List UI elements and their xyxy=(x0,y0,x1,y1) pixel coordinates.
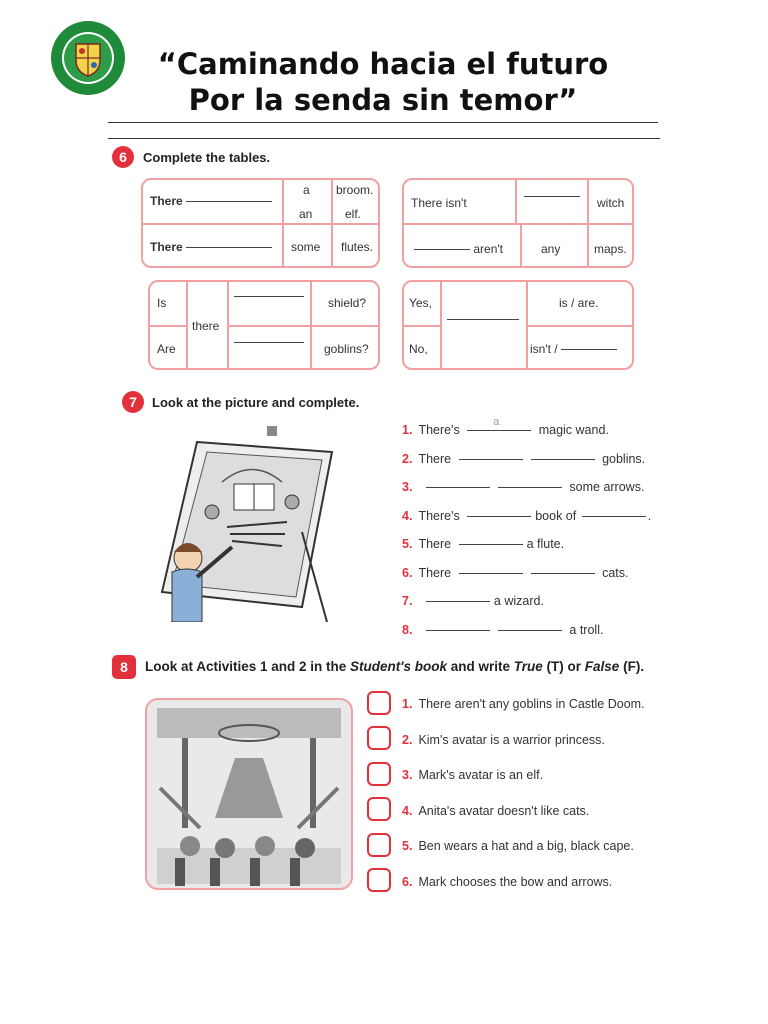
answer-box-6[interactable] xyxy=(367,868,391,892)
castle-hall-picture xyxy=(145,698,353,890)
activity-8-item-5: 5. Ben wears a hat and a big, black cape. xyxy=(402,839,634,853)
cell-blank-4 xyxy=(447,319,519,320)
table-there-isnt xyxy=(402,178,634,268)
activity-7-item-8: 8. a troll. xyxy=(402,623,604,637)
easel-picture xyxy=(152,422,352,622)
activity-7-item-6: 6. There cats. xyxy=(402,566,629,580)
cell-goblins: goblins? xyxy=(324,342,369,356)
cell-maps: maps. xyxy=(594,242,627,256)
cell-yes: Yes, xyxy=(409,296,432,310)
activity-8-item-3: 3. Mark's avatar is an elf. xyxy=(402,768,544,782)
cell-shield: shield? xyxy=(328,296,367,310)
cell-there-1: There xyxy=(150,194,272,208)
cell-there-2: There xyxy=(150,240,272,254)
activity-6-title: Complete the tables. xyxy=(143,150,271,165)
cell-an: an xyxy=(299,207,313,221)
cell-elf: elf. xyxy=(345,207,362,221)
cell-flutes: flutes. xyxy=(341,240,374,254)
cell-witch: witch xyxy=(597,196,625,210)
activity-7-item-5: 5. There a flute. xyxy=(402,537,565,551)
cell-there: there xyxy=(192,319,220,333)
answer-box-3[interactable] xyxy=(367,762,391,786)
cell-blank-3 xyxy=(234,342,304,343)
activity-number-8: 8 xyxy=(112,655,136,679)
activity-8-title: Look at Activities 1 and 2 in the Student's book and write True (T) or False (F). xyxy=(145,659,645,674)
activity-7-item-7: 7. a wizard. xyxy=(402,594,544,608)
header-rule-2 xyxy=(108,138,660,139)
cell-any: any xyxy=(541,242,561,256)
answer-box-2[interactable] xyxy=(367,726,391,750)
activity-7-title: Look at the picture and complete. xyxy=(152,395,360,410)
cell-no: No, xyxy=(409,342,428,356)
activity-7-item-3: 3. some arrows. xyxy=(402,480,645,494)
cell-is-are: is / are. xyxy=(559,296,599,310)
table-yes-no xyxy=(402,280,634,370)
activity-7-item-2: 2. There goblins. xyxy=(402,452,646,466)
header-rule-1 xyxy=(108,122,658,123)
cell-blank-1 xyxy=(524,196,580,197)
activity-8-item-6: 6. Mark chooses the bow and arrows. xyxy=(402,875,613,889)
cell-isnt: isn't / xyxy=(530,342,617,356)
table-is-there xyxy=(148,280,380,370)
cell-there-isnt: There isn't xyxy=(411,196,467,210)
cell-broom: broom. xyxy=(336,183,374,197)
cell-are: Are xyxy=(157,342,176,356)
school-logo xyxy=(50,20,126,96)
activity-7-item-1: 1. There's a magic wand. xyxy=(402,416,609,437)
answer-box-5[interactable] xyxy=(367,833,391,857)
answer-box-1[interactable] xyxy=(367,691,391,715)
activity-number-6: 6 xyxy=(112,146,134,168)
motto-line-2: Por la senda sin temor” xyxy=(188,83,578,117)
answer-box-4[interactable] xyxy=(367,797,391,821)
table-there-is xyxy=(141,178,380,268)
motto-line-1: “Caminando hacia el futuro xyxy=(157,47,609,81)
cell-is: Is xyxy=(157,296,167,310)
cell-arent: aren't xyxy=(414,242,503,256)
activity-7-item-4: 4. There's book of . xyxy=(402,509,652,523)
motto xyxy=(128,46,638,118)
activity-8-item-2: 2. Kim's avatar is a warrior princess. xyxy=(402,733,605,747)
cell-a: a xyxy=(303,183,310,197)
cell-some: some xyxy=(291,240,321,254)
cell-blank-2 xyxy=(234,296,304,297)
activity-number-7: 7 xyxy=(122,391,144,413)
activity-8-item-1: 1. There aren't any goblins in Castle Doom. xyxy=(402,697,645,711)
activity-8-item-4: 4. Anita's avatar doesn't like cats. xyxy=(402,804,590,818)
